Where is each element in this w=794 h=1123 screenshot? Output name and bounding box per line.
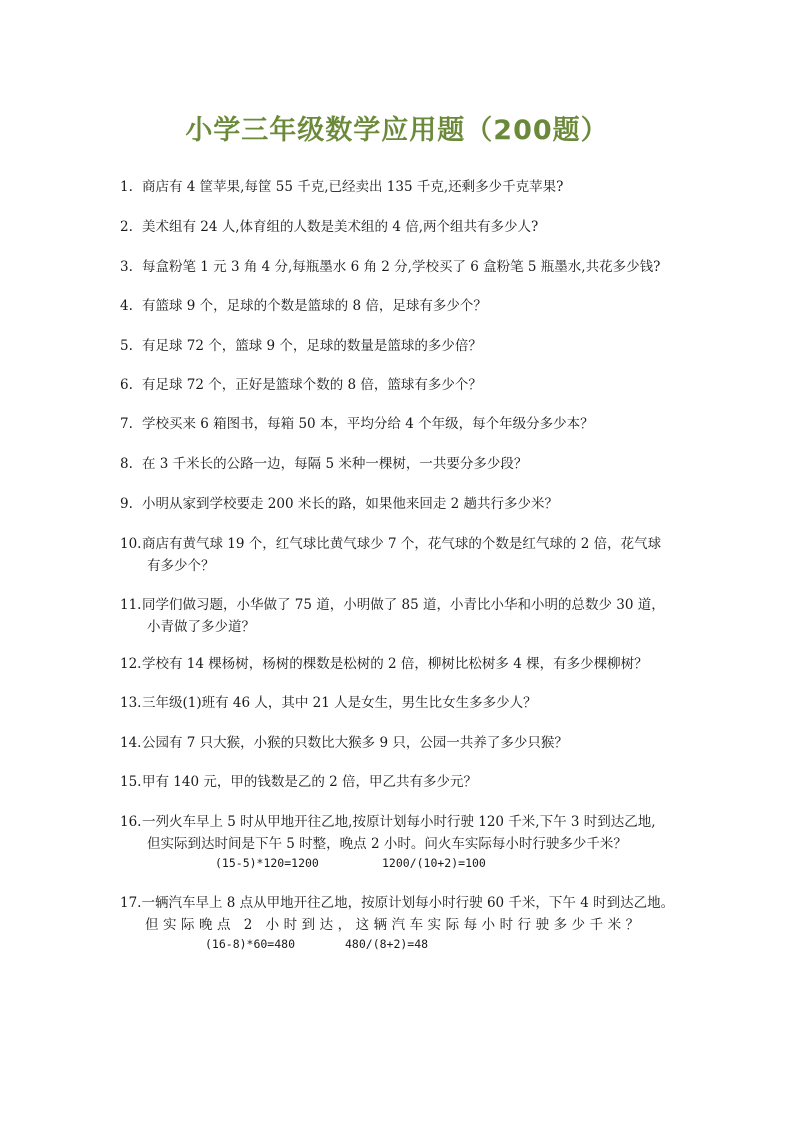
question-text: 甲有 140 元，甲的钱数是乙的 2 倍，甲乙共有多少元？ — [142, 774, 478, 790]
question-3 — [120, 256, 680, 278]
question-text-continued: 但实际到达时间是下午 5 时整，晚点 2 小时。问火车实际每小时行驶多少千米？ — [147, 836, 627, 852]
question-number: 2. — [120, 219, 133, 235]
question-number: 6. — [120, 377, 133, 393]
question-13 — [120, 692, 680, 714]
question-text: 学校有 14 棵杨树，杨树的棵数是松树的 2 倍，柳树比松树多 4 棵，有多少棵柳树？ — [142, 656, 648, 672]
question-text: 三年级(1)班有 46 人，其中 21 人是女生，男生比女生多多少人？ — [142, 695, 537, 711]
question-number: 9. — [120, 496, 133, 512]
question-11 — [120, 594, 680, 638]
question-number: 1. — [120, 179, 133, 195]
question-6 — [120, 374, 680, 396]
question-14 — [120, 732, 680, 754]
formula-text: (15-5)*120=1200 — [215, 856, 319, 870]
question-number: 12. — [120, 656, 142, 672]
question-12 — [120, 653, 680, 675]
question-text: 小明从家到学校要走 200 米长的路，如果他来回走 2 趟共行多少米？ — [142, 496, 559, 512]
question-text: 有足球 72 个，正好是篮球个数的 8 倍，篮球有多少个？ — [142, 377, 482, 393]
question-16 — [120, 811, 680, 855]
page-title: 小学三年级数学应用题（200题） — [185, 115, 609, 146]
question-text: 有足球 72 个，篮球 9 个，足球的数量是篮球的多少倍？ — [142, 338, 482, 354]
question-2 — [120, 216, 680, 238]
question-17 — [120, 892, 680, 936]
question-10 — [120, 533, 680, 577]
question-number: 8. — [120, 456, 133, 472]
question-number: 13. — [120, 695, 142, 711]
question-number: 5. — [120, 338, 133, 354]
question-number: 7. — [120, 416, 133, 432]
question-text: 一列火车早上 5 时从甲地开往乙地,按原计划每小时行驶 120 千米,下午 3 时到达乙地, — [142, 814, 656, 830]
question-number: 15. — [120, 774, 142, 790]
question-text: 商店有 4 筐苹果,每筐 55 千克,已经卖出 135 千克,还剩多少千克苹果? — [142, 179, 564, 195]
question-text: 公园有 7 只大猴，小猴的只数比大猴多 9 只，公园一共养了多少只猴？ — [142, 735, 568, 751]
question-text-continued: 小青做了多少道？ — [147, 619, 255, 635]
formula-text: (16-8)*60=480 — [205, 937, 296, 951]
question-1 — [120, 176, 680, 198]
question-text: 商店有黄气球 19 个，红气球比黄气球少 7 个，花气球的个数是红气球的 2 倍，花气球 — [142, 536, 662, 552]
question-number: 10. — [120, 536, 142, 552]
question-4 — [120, 295, 680, 317]
question-number: 16. — [120, 814, 142, 830]
question-number: 3. — [120, 259, 133, 275]
question-number: 4. — [120, 298, 133, 314]
question-text: 在 3 千米长的公路一边，每隔 5 米种一棵树，一共要分多少段？ — [142, 456, 528, 472]
question-8 — [120, 453, 680, 475]
question-7 — [120, 413, 680, 435]
question-15 — [120, 771, 680, 793]
question-text: 每盒粉笔 1 元 3 角 4 分,每瓶墨水 6 角 2 分,学校买了 6 盒粉笔 5 瓶墨水,共花多少钱? — [142, 259, 661, 275]
question-text: 有篮球 9 个，足球的个数是篮球的 8 倍，足球有多少个？ — [142, 298, 487, 314]
formula-text: 480/(8+2)=48 — [345, 937, 429, 951]
question-text: 美术组有 24 人,体育组的人数是美术组的 4 倍,两个组共有多少人? — [142, 219, 539, 235]
question-text: 学校买来 6 箱图书，每箱 50 本，平均分给 4 个年级，每个年级分多少本？ — [142, 416, 594, 432]
question-text: 同学们做习题，小华做了 75 道，小明做了 85 道，小青比小华和小明的总数少 30 道， — [142, 597, 665, 613]
question-text-continued: 但实际晚点 2 小时到达，这辆汽车实际每小时行驶多少千米？ — [145, 917, 644, 933]
question-9 — [120, 493, 680, 515]
question-text-continued: 有多少个？ — [147, 558, 215, 574]
question-text: 一辆汽车早上 8 点从甲地开往乙地，按原计划每小时行驶 60 千米，下午 4 时到达乙地。 — [141, 895, 675, 911]
question-number: 14. — [120, 735, 142, 751]
question-number: 17. — [120, 895, 142, 911]
question-5 — [120, 335, 680, 357]
formula-text: 1200/(10+2)=100 — [382, 856, 486, 870]
question-number: 11. — [120, 597, 142, 613]
